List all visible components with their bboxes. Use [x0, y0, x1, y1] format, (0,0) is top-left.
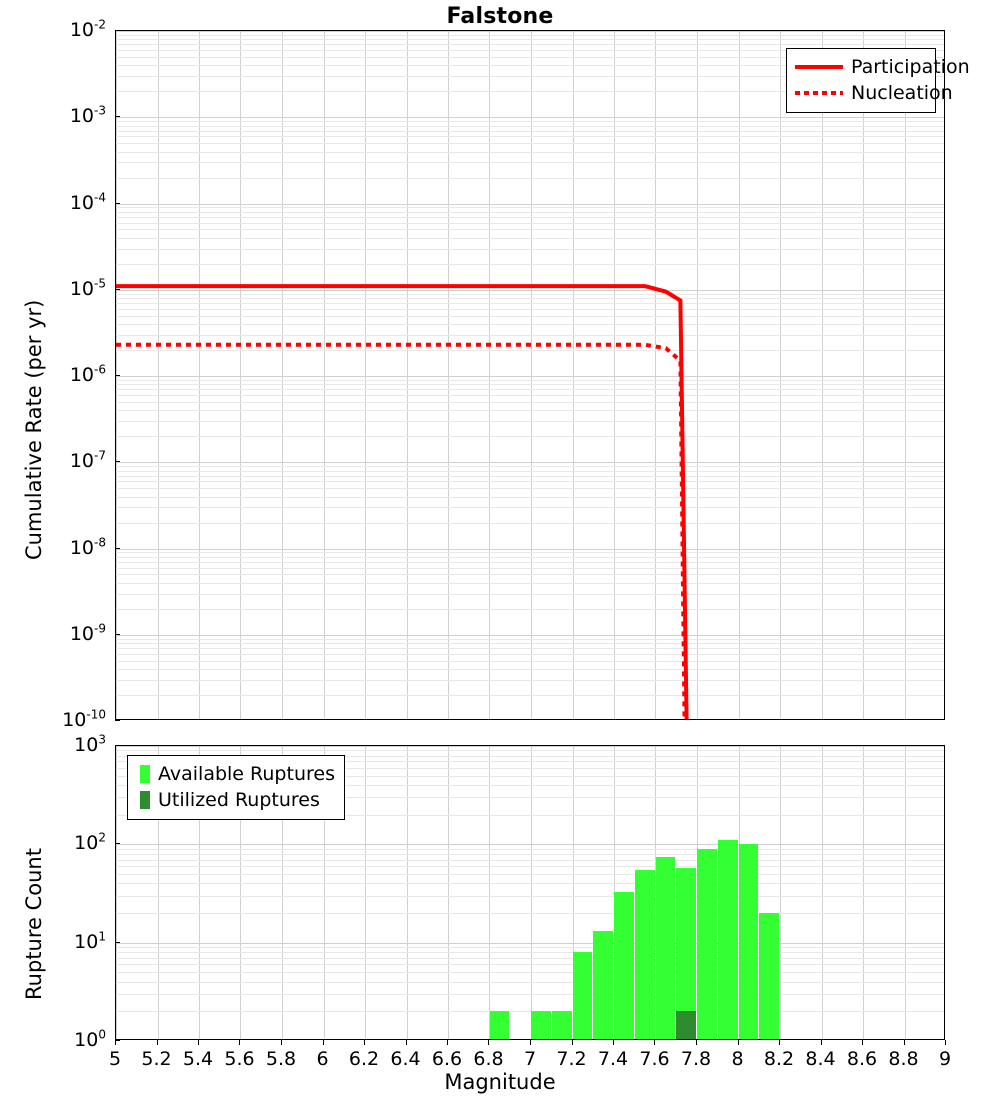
- grid-line-minor-h: [116, 913, 944, 914]
- grid-line-v: [905, 746, 906, 1039]
- y-tick-mark: [115, 203, 120, 204]
- legend-label: Utilized Ruptures: [158, 789, 320, 811]
- y-tick-mark: [115, 634, 120, 635]
- grid-line-h: [116, 844, 944, 845]
- top-legend: [786, 48, 970, 113]
- y-tick-label: $10^1$: [74, 929, 106, 953]
- available-ruptures-bar: [656, 857, 676, 1040]
- y-tick-mark: [115, 942, 120, 943]
- x-tick-label: 7.4: [597, 1048, 629, 1070]
- grid-line-minor-h: [116, 883, 944, 884]
- grid-line-minor-h: [116, 866, 944, 867]
- grid-line-v: [448, 746, 449, 1039]
- top-series-layer: [116, 31, 945, 720]
- available-ruptures-bar: [490, 1011, 510, 1040]
- y-tick-mark: [115, 116, 120, 117]
- x-tick-mark: [488, 1040, 489, 1045]
- x-tick-label: 5: [108, 1048, 122, 1070]
- available-ruptures-bar: [573, 952, 593, 1040]
- available-ruptures-bar: [635, 870, 655, 1040]
- x-tick-label: 5.8: [265, 1048, 297, 1070]
- solid-line-key: [795, 59, 843, 75]
- x-tick-label: 7.2: [556, 1048, 587, 1070]
- y-tick-label: $10^{-9}$: [69, 621, 106, 645]
- available-ruptures-swatch: [140, 765, 150, 783]
- x-tick-label: 6.4: [390, 1048, 421, 1070]
- x-tick-label: 8.2: [763, 1048, 795, 1070]
- available-ruptures-bar: [552, 1011, 572, 1040]
- x-tick-mark: [654, 1040, 655, 1045]
- x-tick-mark: [198, 1040, 199, 1045]
- cumulative-rate-plot: [115, 30, 945, 720]
- legend-item-nucleation: [795, 80, 953, 106]
- x-tick-mark: [406, 1040, 407, 1045]
- top-y-axis-title: Cumulative Rate (per yr): [22, 299, 46, 560]
- available-ruptures-bar: [531, 1011, 551, 1040]
- grid-line-h: [116, 746, 944, 747]
- y-tick-label: $10^{-5}$: [69, 276, 106, 300]
- y-tick-label: $10^{-3}$: [69, 103, 106, 128]
- grid-line-minor-h: [116, 1011, 944, 1012]
- available-ruptures-bar: [614, 892, 634, 1040]
- grid-line-v: [407, 746, 408, 1039]
- x-tick-label: 8.8: [888, 1048, 919, 1070]
- x-axis-title: Magnitude: [444, 1070, 556, 1094]
- x-tick-mark: [157, 1040, 158, 1045]
- available-ruptures-bar: [739, 844, 759, 1040]
- grid-line-v: [531, 746, 532, 1039]
- y-tick-label: $10^{-6}$: [69, 362, 106, 386]
- page-title: Falstone: [446, 4, 554, 29]
- grid-line-minor-h: [116, 972, 944, 973]
- x-tick-label: 9: [938, 1048, 952, 1070]
- x-tick-mark: [323, 1040, 324, 1045]
- grid-line-minor-h: [116, 849, 944, 850]
- grid-line-minor-h: [116, 994, 944, 995]
- legend-item-available-ruptures: [136, 761, 336, 787]
- grid-line-minor-h: [116, 750, 944, 751]
- grid-line-minor-h: [116, 952, 944, 953]
- x-tick-mark: [364, 1040, 365, 1045]
- available-ruptures-bar: [593, 931, 613, 1040]
- grid-line-minor-h: [116, 964, 944, 965]
- y-tick-label: $10^{-10}$: [62, 707, 106, 731]
- grid-line-minor-h: [116, 854, 944, 855]
- x-tick-mark: [530, 1040, 531, 1045]
- x-tick-label: 6.6: [431, 1048, 463, 1070]
- x-tick-mark: [281, 1040, 282, 1045]
- y-tick-mark: [115, 30, 120, 31]
- x-tick-mark: [945, 1040, 946, 1045]
- y-tick-label: $10^3$: [74, 732, 106, 756]
- x-tick-mark: [115, 1040, 116, 1045]
- y-tick-label: $10^{-8}$: [69, 535, 106, 559]
- utilized-ruptures-bar: [676, 1011, 696, 1040]
- x-tick-mark: [779, 1040, 780, 1045]
- legend-label: Participation: [851, 56, 970, 78]
- x-tick-label: 6.2: [348, 1048, 380, 1070]
- grid-line-v: [780, 746, 781, 1039]
- legend-label: Nucleation: [851, 82, 953, 104]
- y-tick-label: $10^{-2}$: [69, 17, 106, 41]
- y-tick-label: $10^2$: [74, 831, 106, 855]
- y-tick-mark: [115, 720, 120, 721]
- grid-line-minor-h: [116, 860, 944, 861]
- x-tick-mark: [572, 1040, 573, 1045]
- utilized-ruptures-swatch: [140, 791, 150, 809]
- y-tick-label: $10^{-7}$: [69, 448, 106, 473]
- x-tick-label: 6: [316, 1048, 329, 1070]
- available-ruptures-bar: [759, 913, 779, 1040]
- x-tick-label: 7.8: [680, 1048, 712, 1070]
- grid-line-minor-h: [116, 958, 944, 959]
- legend-item-utilized-ruptures: [136, 787, 336, 813]
- grid-line-h: [116, 943, 944, 944]
- x-tick-mark: [613, 1040, 614, 1045]
- y-tick-mark: [115, 461, 120, 462]
- x-tick-mark: [696, 1040, 697, 1045]
- grid-line-minor-h: [116, 874, 944, 875]
- x-tick-label: 7.6: [639, 1048, 670, 1070]
- available-ruptures-bar: [697, 849, 717, 1040]
- x-tick-label: 8.4: [805, 1048, 836, 1070]
- bottom-legend: [127, 755, 345, 820]
- series-line-nucleation: [116, 345, 685, 720]
- x-tick-mark: [821, 1040, 822, 1045]
- y-tick-label: $10^{-4}$: [69, 190, 106, 214]
- dotted-line-key: [795, 85, 843, 101]
- grid-line-minor-h: [116, 982, 944, 983]
- grid-line-v: [489, 746, 490, 1039]
- x-tick-mark: [862, 1040, 863, 1045]
- bottom-y-axis-title: Rupture Count: [22, 848, 46, 1000]
- x-tick-label: 5.2: [141, 1048, 172, 1070]
- grid-line-minor-h: [116, 947, 944, 948]
- series-line-participation: [116, 286, 687, 720]
- x-tick-label: 8: [731, 1048, 744, 1070]
- grid-line-v: [116, 746, 117, 1039]
- x-tick-mark: [447, 1040, 448, 1045]
- x-tick-label: 6.8: [473, 1048, 504, 1070]
- grid-line-v: [863, 746, 864, 1039]
- grid-line-v: [365, 746, 366, 1039]
- x-tick-mark: [239, 1040, 240, 1045]
- y-tick-mark: [115, 843, 120, 844]
- x-tick-mark: [904, 1040, 905, 1045]
- available-ruptures-bar: [718, 840, 738, 1040]
- y-tick-mark: [115, 745, 120, 746]
- x-tick-label: 5.4: [182, 1048, 214, 1070]
- y-tick-label: $10^0$: [74, 1027, 106, 1051]
- y-tick-mark: [115, 548, 120, 549]
- grid-line-minor-h: [116, 896, 944, 897]
- legend-label: Available Ruptures: [158, 763, 335, 785]
- y-tick-mark: [115, 289, 120, 290]
- y-tick-mark: [115, 375, 120, 376]
- grid-line-v: [822, 746, 823, 1039]
- x-tick-mark: [738, 1040, 739, 1045]
- x-tick-label: 8.6: [846, 1048, 878, 1070]
- x-tick-label: 7: [523, 1048, 537, 1070]
- legend-item-participation: [795, 54, 970, 80]
- x-tick-label: 5.6: [224, 1048, 255, 1070]
